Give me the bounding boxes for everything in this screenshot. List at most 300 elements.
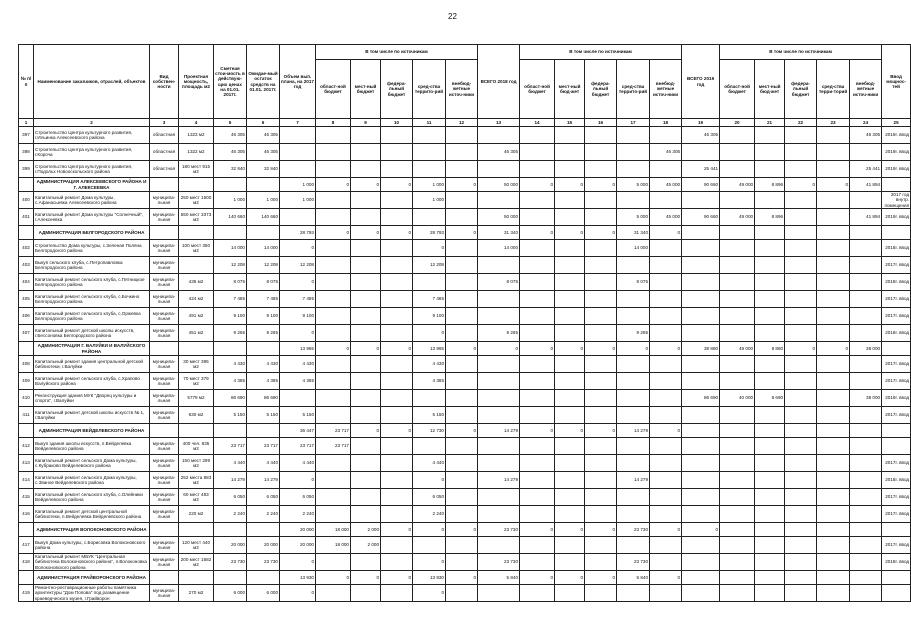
table-cell: 0 (446, 571, 478, 585)
table-cell (585, 274, 617, 291)
subheader: внебюд-жетные источ-ники (446, 60, 478, 119)
table-cell (585, 356, 617, 373)
table-cell: 90 660 (682, 209, 720, 226)
table-cell (585, 407, 617, 424)
object-name: Выкуп Дома культуры, с.Борисовка Волоконовского района (34, 537, 150, 554)
table-cell (850, 472, 882, 489)
table-cell (617, 127, 650, 144)
table-cell (650, 407, 682, 424)
table-cell (19, 178, 34, 192)
table-cell (585, 192, 617, 209)
table-cell (555, 308, 585, 325)
table-cell: 0 (617, 342, 650, 356)
table-cell: 49 000 (720, 209, 755, 226)
table-cell: 2017г. ввод (882, 506, 911, 523)
table-cell: 0 (280, 240, 316, 257)
table-cell: 23 717 (280, 438, 316, 455)
table-cell (150, 178, 179, 192)
table-cell (720, 161, 755, 178)
table-cell (446, 274, 478, 291)
table-cell: 6 050 (413, 489, 446, 506)
table-cell: 40 000 (720, 390, 755, 407)
table-row (19, 308, 911, 325)
table-cell (617, 291, 650, 308)
table-cell (720, 144, 755, 161)
table-cell: 46 305 (247, 127, 280, 144)
table-cell (280, 127, 316, 144)
table-cell (617, 585, 650, 602)
table-cell (316, 489, 351, 506)
table-cell (316, 144, 351, 161)
table-cell (520, 472, 555, 489)
section-name: АДМИНИСТРАЦИЯ ВЕЙДЕЛЕВСКОГО РАЙОНА (34, 424, 150, 438)
header-type: Вид собствен-ности (150, 45, 179, 119)
table-cell: 416 (19, 506, 34, 523)
table-cell (785, 438, 817, 455)
table-cell (817, 209, 850, 226)
table-cell (682, 192, 720, 209)
subheader: внебюд-жетные источ-ники (850, 60, 882, 119)
table-cell: 14 000 (617, 240, 650, 257)
table-cell: 0 (381, 178, 413, 192)
table-cell (817, 356, 850, 373)
table-cell: 14 279 (247, 472, 280, 489)
table-cell (785, 161, 817, 178)
table-row (19, 356, 911, 373)
table-cell (214, 424, 247, 438)
table-cell (817, 438, 850, 455)
column-number: 18 (650, 119, 682, 127)
table-cell (478, 537, 520, 554)
table-cell: 407 (19, 325, 34, 342)
table-cell (316, 455, 351, 472)
table-row (19, 407, 911, 424)
table-cell (585, 537, 617, 554)
table-cell (316, 240, 351, 257)
table-cell (555, 127, 585, 144)
table-cell: муниципа-льная (150, 506, 179, 523)
table-cell (720, 257, 755, 274)
table-cell: 90 660 (682, 178, 720, 192)
table-cell (316, 506, 351, 523)
table-row (19, 240, 911, 257)
table-cell (882, 342, 911, 356)
table-cell: 140 660 (247, 209, 280, 226)
header-estimate: Сметная стои-мость в действую-щих ценах на 01.01. 2017г. (214, 45, 247, 119)
table-cell (446, 554, 478, 571)
table-cell (785, 127, 817, 144)
table-cell (478, 373, 520, 390)
table-cell: 46 305 (850, 127, 882, 144)
table-cell: 4 430 (247, 356, 280, 373)
table-cell (555, 274, 585, 291)
table-cell: 30 мест 395 м2 (179, 356, 214, 373)
table-cell: 5 000 (617, 209, 650, 226)
table-cell: 414 (19, 472, 34, 489)
table-cell (351, 127, 381, 144)
table-cell: 0 (413, 585, 446, 602)
object-name: Ремонтно-реставрационные работы памятника архитектуры "Дом Попова" под размещение краеведческого музея, г.Грайворон (34, 585, 150, 602)
table-cell: 0 (585, 342, 617, 356)
table-cell (720, 127, 755, 144)
table-cell (785, 424, 817, 438)
column-number: 23 (817, 119, 850, 127)
column-number: 13 (478, 119, 520, 127)
table-cell (520, 585, 555, 602)
table-cell: 0 (280, 554, 316, 571)
table-cell: 250 мест 1500 м2 (179, 192, 214, 209)
subheader: област-ной бюджет (520, 60, 555, 119)
table-cell (850, 325, 882, 342)
subheader: федера-льный бюджет (785, 60, 817, 119)
table-cell (214, 342, 247, 356)
table-cell: 14 000 (247, 240, 280, 257)
table-cell (520, 308, 555, 325)
table-cell (520, 274, 555, 291)
table-cell: 2019г. ввод (882, 209, 911, 226)
table-cell (720, 585, 755, 602)
table-cell (617, 506, 650, 523)
table-cell (720, 523, 755, 537)
table-cell: 0 (351, 226, 381, 240)
table-cell: 0 (413, 523, 446, 537)
table-cell (351, 356, 381, 373)
table-cell (817, 390, 850, 407)
column-number: 8 (316, 119, 351, 127)
table-cell: муниципа-льная (150, 373, 179, 390)
table-cell: 45 000 (650, 209, 682, 226)
table-cell (755, 571, 785, 585)
table-cell (446, 489, 478, 506)
table-cell (555, 455, 585, 472)
table-cell (179, 571, 214, 585)
table-cell: 25 441 (682, 161, 720, 178)
table-cell (650, 257, 682, 274)
table-cell: 0 (351, 178, 381, 192)
table-cell: 20 000 (247, 537, 280, 554)
table-cell (446, 585, 478, 602)
table-cell (817, 274, 850, 291)
table-cell (351, 274, 381, 291)
column-number: 25 (882, 119, 911, 127)
table-cell (785, 523, 817, 537)
column-number: 12 (446, 119, 478, 127)
table-cell (446, 161, 478, 178)
table-cell (682, 554, 720, 571)
table-cell (650, 291, 682, 308)
table-cell (755, 226, 785, 240)
table-cell: 0 (446, 178, 478, 192)
table-cell (478, 161, 520, 178)
table-cell (585, 455, 617, 472)
table-cell (650, 438, 682, 455)
table-cell (520, 554, 555, 571)
table-cell (316, 390, 351, 407)
table-cell: 46 305 (247, 144, 280, 161)
table-cell (785, 537, 817, 554)
table-cell (280, 209, 316, 226)
table-cell: 18 000 (316, 537, 351, 554)
table-cell: 1323 м2 (179, 127, 214, 144)
header-commission: Ввод мощнос-тей (882, 45, 911, 119)
table-cell: 0 (585, 424, 617, 438)
table-cell: 2019г. ввод (882, 144, 911, 161)
table-cell: муниципа-льная (150, 274, 179, 291)
table-row (19, 291, 911, 308)
table-cell (785, 585, 817, 602)
table-cell (316, 274, 351, 291)
table-cell (478, 455, 520, 472)
table-cell (817, 472, 850, 489)
table-cell (682, 489, 720, 506)
table-cell (617, 537, 650, 554)
object-name: Строительство Центра культурного развития, г.Подольх Новооскольского района (34, 161, 150, 178)
table-cell (381, 455, 413, 472)
table-cell (785, 571, 817, 585)
table-cell (850, 274, 882, 291)
table-cell (720, 424, 755, 438)
table-cell: 23 730 (617, 554, 650, 571)
table-cell: 413 (19, 455, 34, 472)
table-cell: 2 000 (351, 537, 381, 554)
table-cell: муниципа-льная (150, 308, 179, 325)
table-cell: 0 (520, 523, 555, 537)
object-name: Капитальный ремонт здания центральной детской библиотеки, г.Валуйки (34, 356, 150, 373)
table-cell: 4 440 (247, 455, 280, 472)
table-cell (381, 407, 413, 424)
table-cell: муниципа-льная (150, 356, 179, 373)
table-cell: 0 (381, 424, 413, 438)
table-cell (650, 455, 682, 472)
table-cell: 2017г. ввод (882, 489, 911, 506)
table-cell (585, 472, 617, 489)
table-cell: областная (150, 144, 179, 161)
table-cell (682, 257, 720, 274)
table-cell: 23 730 (478, 523, 520, 537)
table-cell: 25 441 (850, 161, 882, 178)
table-cell (381, 356, 413, 373)
header-plan2017: Объем вып. плана, на 2017 год (280, 45, 316, 119)
table-cell (755, 523, 785, 537)
table-cell (179, 257, 214, 274)
table-cell: 0 (446, 342, 478, 356)
table-cell: 120 мест 440 м2 (179, 537, 214, 554)
table-cell (214, 226, 247, 240)
table-cell: 13 930 (413, 571, 446, 585)
table-cell (555, 407, 585, 424)
table-row (19, 373, 911, 390)
table-cell: 13 965 (413, 342, 446, 356)
table-row (19, 438, 911, 455)
page-number: 22 (448, 12, 457, 21)
table-cell (755, 455, 785, 472)
table-cell (555, 373, 585, 390)
subheader: сред-ства терри-торий (817, 60, 850, 119)
table-cell (682, 407, 720, 424)
column-number: 17 (617, 119, 650, 127)
column-number: 20 (720, 119, 755, 127)
table-cell (850, 226, 882, 240)
table-cell (850, 438, 882, 455)
table-cell (446, 325, 478, 342)
table-cell (19, 424, 34, 438)
table-cell (720, 554, 755, 571)
table-cell: 398 (19, 144, 34, 161)
table-cell: 0 (316, 178, 351, 192)
table-cell (850, 537, 882, 554)
table-cell: 5 840 (617, 571, 650, 585)
table-cell (381, 390, 413, 407)
table-cell (555, 356, 585, 373)
column-number: 14 (520, 119, 555, 127)
table-cell: 451 м2 (179, 325, 214, 342)
table-cell (446, 455, 478, 472)
table-cell (882, 523, 911, 537)
table-cell (755, 192, 785, 209)
table-cell (785, 373, 817, 390)
table-cell: 0 (316, 342, 351, 356)
table-cell: 0 (446, 424, 478, 438)
table-cell (682, 274, 720, 291)
table-cell: муниципа-льная (150, 537, 179, 554)
table-cell: 4 430 (413, 356, 446, 373)
table-cell (351, 585, 381, 602)
table-cell: 1 000 (413, 178, 446, 192)
table-row (19, 506, 911, 523)
table-cell (585, 291, 617, 308)
table-cell (720, 240, 755, 257)
table-cell: 50 000 (478, 178, 520, 192)
table-cell (413, 209, 446, 226)
table-cell (19, 523, 34, 537)
header-group-2017: В том числе по источникам (316, 45, 478, 60)
table-cell: 415 (19, 489, 34, 506)
table-cell (555, 390, 585, 407)
table-cell (617, 373, 650, 390)
table-cell: 49 000 (720, 342, 755, 356)
table-cell: областная (150, 161, 179, 178)
object-name: Капитальный ремонт сельского Дома культуры, с.Званое Вейделевского района (34, 472, 150, 489)
table-cell: 0 (650, 523, 682, 537)
table-cell (650, 161, 682, 178)
table-cell (650, 127, 682, 144)
table-cell: муниципа-льная (150, 390, 179, 407)
table-cell: 0 (446, 523, 478, 537)
table-cell (555, 472, 585, 489)
table-cell: 2 240 (247, 506, 280, 523)
table-cell: 9 265 (478, 325, 520, 342)
table-cell (520, 127, 555, 144)
table-cell: 419 (19, 585, 34, 602)
table-cell: 0 (817, 342, 850, 356)
table-cell: 0 (413, 472, 446, 489)
table-cell: 0 (381, 523, 413, 537)
table-cell: 5 150 (214, 407, 247, 424)
table-cell: муниципа-льная (150, 472, 179, 489)
table-cell: 150 мест 299 м2 (179, 455, 214, 472)
table-cell (150, 226, 179, 240)
table-cell: 46 305 (682, 127, 720, 144)
table-cell (555, 291, 585, 308)
section-name: АДМИНИСТРАЦИЯ ВОЛОКОНОВСКОГО РАЙОНА (34, 523, 150, 537)
table-cell: 180 мест 915 м2 (179, 161, 214, 178)
table-cell (413, 537, 446, 554)
subheader: внебюд-жетные источ-ники (650, 60, 682, 119)
table-cell (755, 325, 785, 342)
table-cell (381, 144, 413, 161)
table-cell: 6 050 (280, 489, 316, 506)
table-cell (381, 209, 413, 226)
table-cell (720, 455, 755, 472)
table-cell (351, 161, 381, 178)
table-cell: 406 (19, 308, 34, 325)
table-cell: 4 385 (247, 373, 280, 390)
table-cell: 2 000 (351, 523, 381, 537)
table-cell (882, 178, 911, 192)
table-cell (280, 161, 316, 178)
table-cell (381, 161, 413, 178)
table-cell (817, 424, 850, 438)
table-cell (755, 161, 785, 178)
table-cell: 32 840 (214, 161, 247, 178)
table-row (19, 390, 911, 407)
subheader: мест-ный бюд-жет (555, 60, 585, 119)
table-cell: 0 (682, 523, 720, 537)
table-cell (785, 455, 817, 472)
column-number: 3 (150, 119, 179, 127)
table-cell (555, 240, 585, 257)
section-row (19, 178, 911, 192)
table-cell (555, 209, 585, 226)
table-cell (817, 161, 850, 178)
table-cell (585, 144, 617, 161)
table-cell (817, 257, 850, 274)
table-cell (720, 373, 755, 390)
object-name: Капитальный ремонт детской центральной библиотеки, п.Вейделевка Вейделевского района (34, 506, 150, 523)
header-name: Наименование заказчиков, отраслей, объектов (34, 45, 150, 119)
table-cell (446, 472, 478, 489)
header-group-2019: В том числе по источникам (720, 45, 882, 60)
table-cell: муниципа-льная (150, 489, 179, 506)
section-row (19, 523, 911, 537)
table-cell: 0 (520, 424, 555, 438)
table-cell: 14 279 (478, 472, 520, 489)
table-cell: 86 690 (682, 390, 720, 407)
table-cell: 1 000 (280, 178, 316, 192)
table-cell (280, 144, 316, 161)
table-cell: 630 м2 (179, 407, 214, 424)
table-cell: 60 мест 483 м2 (179, 489, 214, 506)
table-cell: 0 (650, 571, 682, 585)
table-row (19, 257, 911, 274)
table-cell: 405 (19, 291, 34, 308)
table-cell (817, 489, 850, 506)
object-name: Капитальный ремонт сельского клуба, с.Оржевка Белгородского района (34, 308, 150, 325)
table-cell (785, 407, 817, 424)
object-name: Строительство Дома культуры, с.Зеленая Поляна Белгородского района (34, 240, 150, 257)
table-cell (585, 585, 617, 602)
table-cell (413, 274, 446, 291)
table-cell: 9 100 (247, 308, 280, 325)
table-cell (682, 325, 720, 342)
table-cell: 6 050 (214, 489, 247, 506)
table-cell: 2017г. ввод (882, 455, 911, 472)
table-cell: 0 (413, 554, 446, 571)
table-cell (316, 209, 351, 226)
table-cell: 2017 год внутр. помещения (882, 192, 911, 209)
section-name: АДМИНИСТРАЦИЯ АЛЕКСЕЕВСКОГО РАЙОНА И Г. АЛЕКСЕЕВКА (34, 178, 150, 192)
column-number: 5 (214, 119, 247, 127)
